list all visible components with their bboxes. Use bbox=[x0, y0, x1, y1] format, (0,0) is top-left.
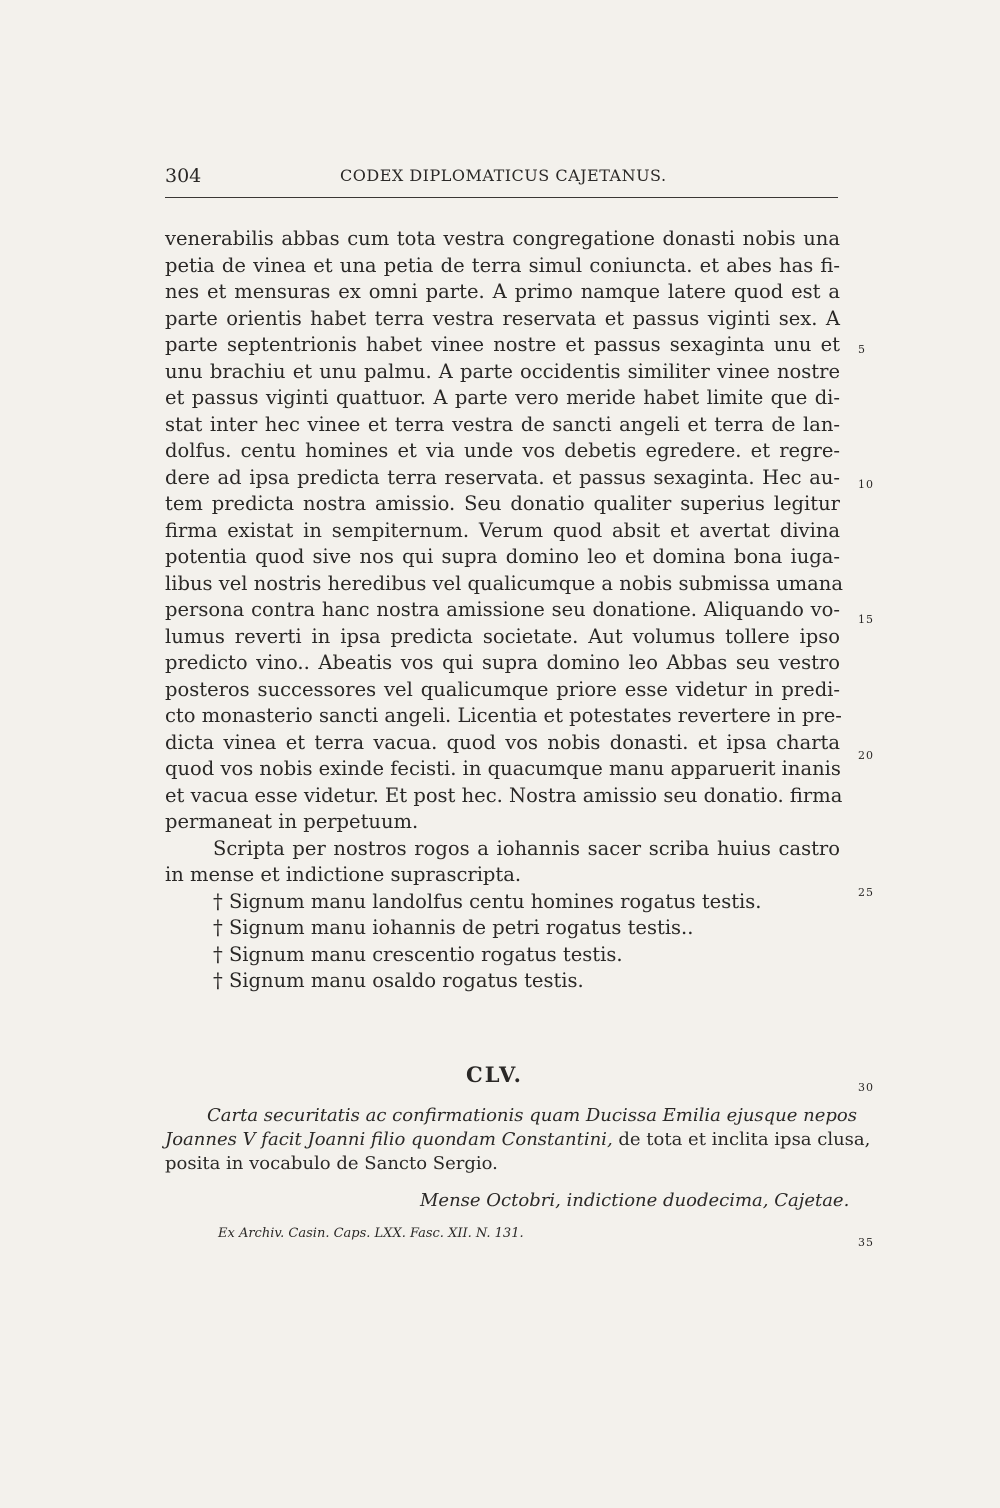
text-line: unu brachiu et unu palmu. A parte occidentis similiter vinee nostre bbox=[165, 359, 840, 383]
text-line: in mense et indictione suprascripta. bbox=[165, 863, 522, 886]
document-summary bbox=[165, 1104, 871, 1176]
margin-line-number: 35 bbox=[858, 1236, 874, 1249]
archive-source: Ex Archiv. Casin. Caps. LXX. Fasc. XII. N. 131. bbox=[218, 1226, 524, 1241]
signature-line: † Signum manu landolfus centu homines rogatus testis. bbox=[213, 889, 762, 913]
text-line: permaneat in perpetuum. bbox=[165, 810, 419, 833]
charter-text bbox=[165, 226, 843, 995]
text-line: persona contra hanc nostra amissione seu donatione. Aliquando vo- bbox=[165, 598, 840, 621]
text-line: quod vos nobis exinde fecisti. in quacumque manu apparuerit inanis bbox=[165, 757, 841, 780]
signature-line: † Signum manu iohannis de petri rogatus testis.. bbox=[213, 916, 694, 939]
text-line: lumus reverti in ipsa predicta societate. Aut volumus tollere ipso bbox=[165, 624, 840, 648]
margin-line-number: 10 bbox=[858, 478, 874, 491]
text-line: cto monasterio sancti angeli. Licentia et potestates revertere in pre- bbox=[165, 704, 842, 727]
text-line: libus vel nostris heredibus vel qualicumque a nobis submissa umana bbox=[165, 571, 843, 595]
text-line: tem predicta nostra amissio. Seu donatio qualiter superius legitur bbox=[165, 492, 840, 515]
text-line: firma existat in sempiternum. Verum quod absit et avertat divina bbox=[165, 518, 840, 542]
signature-line: † Signum manu osaldo rogatus testis. bbox=[213, 969, 584, 992]
summary-line: Carta securitatis ac confirmationis quam Ducissa Emilia ejusque nepos bbox=[207, 1105, 857, 1126]
header-rule bbox=[165, 197, 838, 198]
document-date: Mense Octobri, indictione duodecima, Cajetae. bbox=[420, 1190, 850, 1211]
text-line: venerabilis abbas cum tota vestra congregatione donasti nobis una bbox=[165, 227, 840, 250]
text-line: posteros successores vel qualicumque priore esse videtur in predi- bbox=[165, 677, 840, 701]
page-number: 304 bbox=[165, 165, 202, 187]
text-line: dicta vinea et terra vacua. quod vos nobis donasti. et ipsa charta bbox=[165, 730, 840, 754]
text-line: dolfus. centu homines et via unde vos debetis egredere. et regre- bbox=[165, 439, 840, 462]
text-line: dere ad ipsa predicta terra reservata. et passus sexaginta. Hec au- bbox=[165, 465, 840, 489]
margin-line-number: 20 bbox=[858, 749, 874, 762]
running-head bbox=[165, 165, 835, 189]
text-line: potentia quod sive nos qui supra domino leo et domina bona iuga- bbox=[165, 545, 840, 568]
text-line: Scripta per nostros rogos a iohannis sacer scriba huius castro bbox=[213, 836, 840, 860]
text-line: stat inter hec vinee et terra vestra de sancti angeli et terra de lan- bbox=[165, 412, 840, 436]
text-line: nes et mensuras ex omni parte. A primo namque latere quod est a bbox=[165, 280, 840, 303]
margin-line-number: 5 bbox=[858, 343, 866, 356]
text-line: parte orientis habet terra vestra reservata et passus viginti sex. A bbox=[165, 306, 840, 330]
summary-line bbox=[165, 1128, 871, 1152]
margin-line-number: 15 bbox=[858, 613, 874, 626]
margin-line-number: 25 bbox=[858, 886, 874, 899]
signature-line: † Signum manu crescentio rogatus testis. bbox=[213, 942, 623, 966]
text-line: petia de vinea et una petia de terra simul coniuncta. et abes has fi- bbox=[165, 253, 840, 277]
text-line: parte septentrionis habet vinee nostre et passus sexaginta unu et bbox=[165, 333, 840, 356]
text-line: et passus viginti quattuor. A parte vero meride habet limite que di- bbox=[165, 386, 840, 409]
summary-italic-part: Joannes V facit Joanni filio quondam Constantini, bbox=[165, 1129, 613, 1150]
summary-roman-part: de tota et inclita ipsa clusa, bbox=[612, 1129, 871, 1150]
document-heading: CLV. bbox=[466, 1062, 523, 1087]
running-title: CODEX DIPLOMATICUS CAJETANUS. bbox=[340, 166, 667, 185]
text-line: et vacua esse videtur. Et post hec. Nostra amissio seu donatio. firma bbox=[165, 783, 843, 807]
summary-line: posita in vocabulo de Sancto Sergio. bbox=[165, 1153, 498, 1174]
margin-line-number: 30 bbox=[858, 1081, 874, 1094]
text-line: predicto vino.. Abeatis vos qui supra domino leo Abbas seu vestro bbox=[165, 651, 840, 674]
